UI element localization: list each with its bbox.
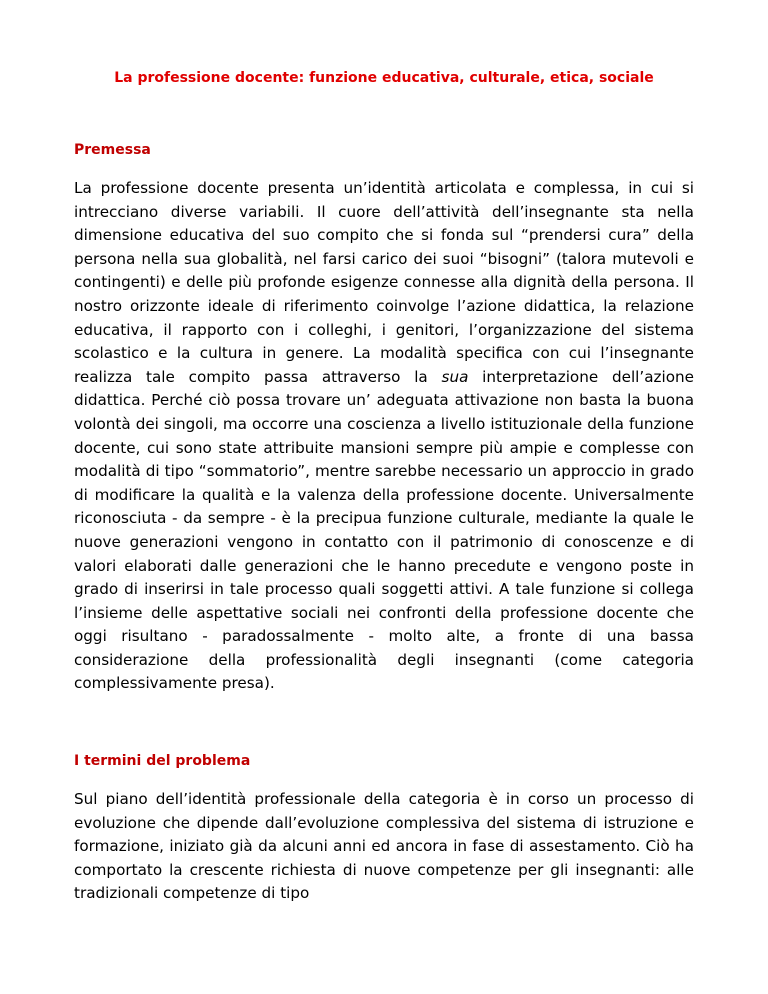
paragraph-premessa-emphasis: sua: [441, 367, 469, 386]
paragraph-termini: Sul piano dell’identità professionale della categoria è in corso un processo di evoluzione che dipende dall’evoluzione complessiva del sistema di istruzione e formazione, iniziato già da alcuni anni ed ancora in fase di assestamento. Ciò ha comportato la crescente richiesta di nuove competenze per gli insegnanti: alle tradizionali competenze di tipo: [74, 790, 694, 903]
paragraph-premessa-part1: La professione docente presenta un’identità articolata e complessa, in cui si intrecciano diverse variabili. Il cuore dell’attività dell’insegnante sta nella dimensione educativa del suo compito che si fonda sul “prendersi cura” della persona nella sua globalità, nel farsi carico dei suoi “bisogni” (talora mutevoli e contingenti) e delle più profonde esigenze connesse alla dignità della persona. Il nostro orizzonte ideale di riferimento coinvolge l’azione didattica, la relazione educativa, il rapporto con i colleghi, i genitori, l’organizzazione del sistema scolastico e la cultura in genere. La modalità specifica con cui l’insegnante realizza tale compito passa attraverso la: [74, 179, 694, 386]
section-heading-termini: I termini del problema: [74, 753, 251, 769]
section-heading-premessa: Premessa: [74, 142, 151, 158]
document-title: La professione docente: funzione educativa, culturale, etica, sociale: [114, 70, 654, 86]
paragraph-premessa-part2: interpretazione dell’azione didattica. Perché ciò possa trovare un’ adeguata attivazione non basta la buona volontà dei singoli, ma occorre una coscienza a livello istituzionale della funzione docente, cui sono state attribuite mansioni sempre più ampie e complesse con modalità di tipo “sommatorio”, mentre sarebbe necessario un approccio in grado di modificare la qualità e la valenza della professione docente. Universalmente riconosciuta - da sempre - è la precipua funzione culturale, mediante la quale le nuove generazioni vengono in contatto con il patrimonio di conoscenze e di valori elaborati dalle generazioni che le hanno precedute e vengono poste in grado di inserirsi in tale processo quali soggetti attivi. A tale funzione si collega l’insieme delle aspettative sociali nei confronti della professione docente che oggi risultano - paradossalmente - molto alte, a fronte di una bassa considerazione della professionalità degli insegnanti (come categoria complessivamente presa).: [74, 367, 694, 693]
paragraph-premessa: [74, 177, 694, 696]
